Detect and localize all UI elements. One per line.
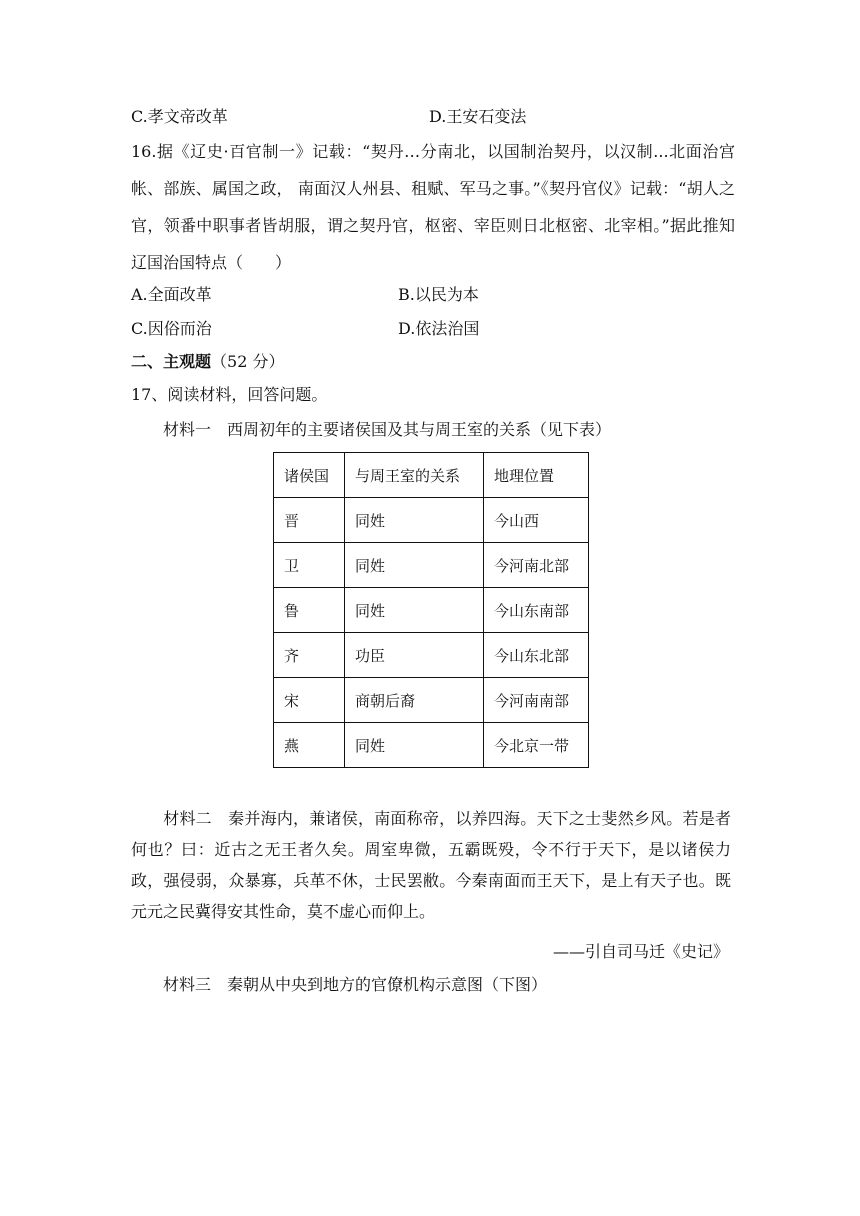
- table-cell: 今河南南部: [484, 678, 589, 723]
- table-row: [274, 543, 589, 588]
- section-score: （52 分）: [211, 352, 285, 371]
- table-cell: 今河南北部: [484, 543, 589, 588]
- table-row: [274, 678, 589, 723]
- table-cell: 同姓: [345, 723, 484, 768]
- table-cell: 宋: [274, 678, 345, 723]
- table-cell: 今山东北部: [484, 633, 589, 678]
- q16-stem: 16.据《辽史·百官制一》记载：“契丹…分南北，以国制治契丹，以汉制...北面治宫帐、部族、属国之政， 南面汉人州县、租赋、军马之事。”《契丹官仪》记载：“胡人之官，领番中职事者皆胡服，谓之契丹官，枢密、宰臣则日北枢密、北宰相。”据此推知辽国治国特点（ ）: [131, 142, 735, 272]
- section-title: 二、主观题: [131, 352, 212, 371]
- q17-stem: 17、阅读材料，回答问题。: [131, 385, 328, 404]
- feudal-states-table: [273, 452, 589, 768]
- material2-text: 材料二 秦并海内，兼诸侯，南面称帝，以养四海。天下之士斐然乡风。若是者何也？曰：近古之无王者久矣。周室卑微，五霸既殁，令不行于天下，是以诸侯力政，强侵弱，众暴寡，兵革不休，士民罢敝。今秦南面而王天下，是上有天子也。既元元之民冀得安其性命，莫不虚心而仰上。: [131, 809, 731, 921]
- q16-option-c: C.因俗而治: [131, 319, 212, 338]
- q16-option-d: D.依法治国: [398, 319, 480, 338]
- table-header: 地理位置: [484, 453, 589, 498]
- table-header-row: [274, 453, 589, 498]
- table-row: [274, 588, 589, 633]
- table-row: [274, 633, 589, 678]
- material3-title: 材料三 秦朝从中央到地方的官僚机构示意图（下图）: [163, 975, 548, 994]
- table-cell: 齐: [274, 633, 345, 678]
- table-cell: 功臣: [345, 633, 484, 678]
- material2-source: ——引自司马迁《史记》: [552, 942, 729, 961]
- table-cell: 同姓: [345, 543, 484, 588]
- table-cell: 同姓: [345, 588, 484, 633]
- q15-option-c: C.孝文帝改革: [131, 107, 228, 126]
- table-cell: 今山东南部: [484, 588, 589, 633]
- table-header: 诸侯国: [274, 453, 345, 498]
- table-row: [274, 723, 589, 768]
- table-cell: 今北京一带: [484, 723, 589, 768]
- table-cell: 卫: [274, 543, 345, 588]
- table-cell: 燕: [274, 723, 345, 768]
- table-cell: 鲁: [274, 588, 345, 633]
- q16-option-b: B.以民为本: [398, 285, 479, 304]
- table-cell: 今山西: [484, 498, 589, 543]
- material1-title: 材料一 西周初年的主要诸侯国及其与周王室的关系（见下表）: [163, 420, 612, 439]
- q16-option-a: A.全面改革: [131, 285, 212, 304]
- table-cell: 同姓: [345, 498, 484, 543]
- table-cell: 晋: [274, 498, 345, 543]
- q15-option-d: D.王安石变法: [429, 107, 527, 126]
- material2-paragraph: [131, 803, 731, 927]
- table-header: 与周王室的关系: [345, 453, 484, 498]
- table-cell: 商朝后裔: [345, 678, 484, 723]
- table-row: [274, 498, 589, 543]
- section-heading: [131, 352, 284, 372]
